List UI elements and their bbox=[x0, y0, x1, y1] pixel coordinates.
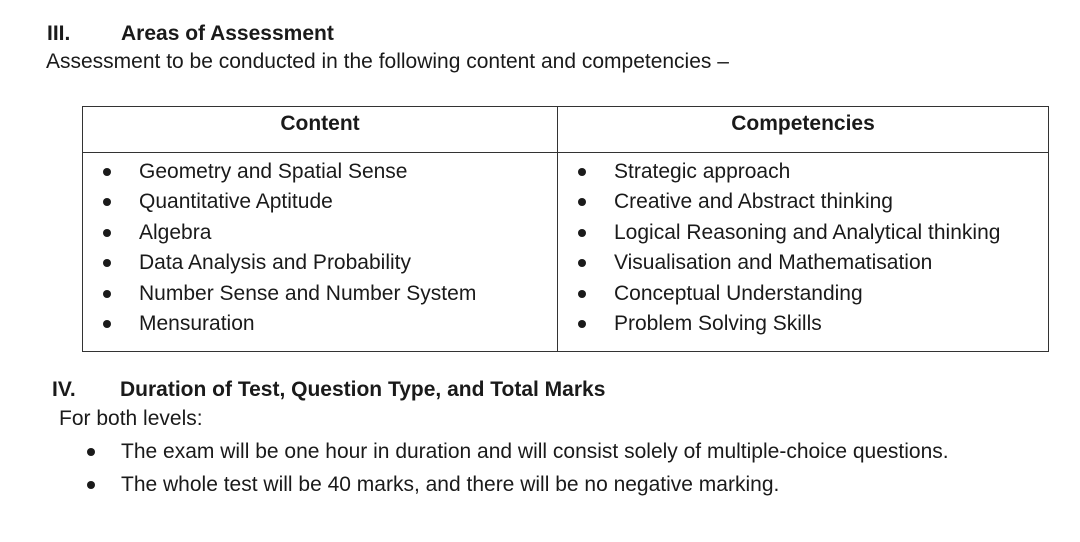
competencies-column-header: Competencies bbox=[731, 112, 875, 135]
bullet-icon bbox=[578, 229, 586, 237]
competency-item bbox=[558, 190, 1048, 220]
list-item-text: The exam will be one hour in duration and will consist solely of multiple-choice questions. bbox=[121, 440, 949, 463]
bullet-icon bbox=[103, 259, 111, 267]
content-list bbox=[83, 160, 557, 342]
content-item-text: Data Analysis and Probability bbox=[139, 251, 411, 275]
content-item bbox=[83, 190, 557, 220]
content-item bbox=[83, 282, 557, 312]
competency-item-text: Conceptual Understanding bbox=[614, 281, 863, 305]
section-title: Areas of Assessment bbox=[121, 22, 334, 45]
table-header-divider bbox=[83, 152, 1048, 153]
bullet-icon bbox=[103, 229, 111, 237]
section-number: IV. bbox=[52, 378, 76, 401]
bullet-icon bbox=[87, 448, 95, 456]
competency-item-text: Strategic approach bbox=[614, 160, 791, 183]
assessment-table bbox=[82, 106, 1049, 352]
competency-item-text: Logical Reasoning and Analytical thinking bbox=[614, 220, 1001, 244]
content-item-text: Mensuration bbox=[139, 311, 255, 335]
competency-item bbox=[558, 221, 1048, 251]
content-item-text: Algebra bbox=[139, 220, 212, 244]
competencies-list bbox=[558, 160, 1048, 342]
competency-item-text: Problem Solving Skills bbox=[614, 311, 822, 335]
content-item bbox=[83, 160, 557, 190]
competency-item bbox=[558, 251, 1048, 281]
competency-item bbox=[558, 312, 1048, 342]
content-item-text: Quantitative Aptitude bbox=[139, 190, 333, 214]
competency-item bbox=[558, 282, 1048, 312]
content-item bbox=[83, 221, 557, 251]
competency-item-text: Creative and Abstract thinking bbox=[614, 190, 893, 214]
section-intro: Assessment to be conducted in the following content and competencies – bbox=[46, 50, 729, 73]
content-item-text: Geometry and Spatial Sense bbox=[139, 160, 408, 183]
list-item-text: The whole test will be 40 marks, and there will be no negative marking. bbox=[121, 473, 780, 496]
section-number: III. bbox=[47, 22, 71, 45]
section-intro: For both levels: bbox=[59, 407, 203, 430]
bullet-icon bbox=[578, 320, 586, 328]
bullet-icon bbox=[87, 481, 95, 489]
bullet-icon bbox=[103, 198, 111, 206]
content-item-text: Number Sense and Number System bbox=[139, 281, 477, 305]
bullet-icon bbox=[578, 168, 586, 176]
section-title: Duration of Test, Question Type, and Total Marks bbox=[120, 378, 606, 401]
content-column-header: Content bbox=[280, 112, 360, 135]
bullet-icon bbox=[103, 290, 111, 298]
bullet-icon bbox=[578, 198, 586, 206]
content-item bbox=[83, 312, 557, 342]
bullet-icon bbox=[578, 290, 586, 298]
bullet-icon bbox=[578, 259, 586, 267]
content-item bbox=[83, 251, 557, 281]
bullet-icon bbox=[103, 320, 111, 328]
bullet-icon bbox=[103, 168, 111, 176]
competency-item bbox=[558, 160, 1048, 190]
competency-item-text: Visualisation and Mathematisation bbox=[614, 251, 933, 275]
